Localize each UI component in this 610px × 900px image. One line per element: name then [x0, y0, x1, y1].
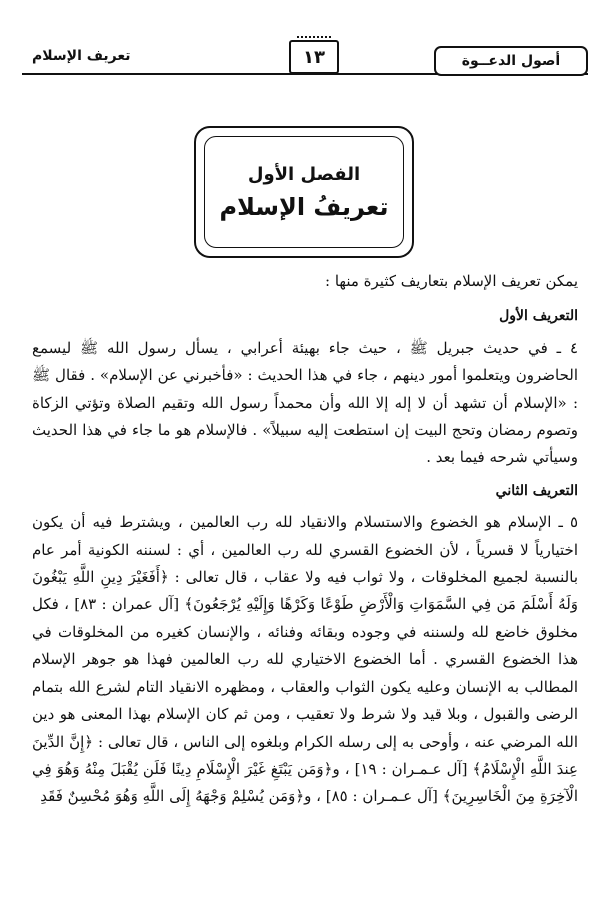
body-text — [32, 268, 578, 811]
chapter-label: الفصل الأول — [247, 163, 361, 185]
section-heading-1: التعريف الأول — [499, 308, 578, 325]
chapter-frame — [194, 126, 414, 258]
running-title: تعريف الإسلام — [32, 48, 131, 64]
intro-line: يمكن تعريف الإسلام بتعاريف كثيرة منها : — [325, 272, 578, 290]
section-heading-2: التعريف الثاني — [495, 482, 578, 499]
book-title: أصول الدعــوة — [434, 46, 588, 76]
section-paragraph-2: ٥ ـ الإسلام هو الخضوع والاستسلام والانقياد لله رب العالمين ، ويشترط فيه أن يكون اختيارياً لا قسرياً ، لأن الخضوع القسري لله رب العالمين ، أي : لسننه الكونية أمر عام بالنسبة لجميع المخلوقات ، ولا ثواب فيه ولا عقاب ، قال تعالى : ﴿أَفَغَيْرَ دِينِ اللَّهِ يَبْغُونَ وَلَهُ أَسْلَمَ مَن فِي السَّمَوَاتِ وَالْأَرْضِ طَوْعًا وَكَرْهًا وَإِلَيْهِ يُرْجَعُونَ﴾ [آل عمران : ٨٣] ، فكل مخلوق خاضع لله ولسننه في وجوده وبقائه وفنائه ، والإنسان كغيره من المخلوقات في هذا الخضوع القسري . أما الخضوع الاختياري لله رب العالمين فهذا هو جوهر الإسلام المطالب به الإنسان وعليه يكون الثواب والعقاب ، ومظهره الانقياد التام لشرع الله بتمام الرضى والقبول ، وبلا قيد ولا شرط ولا تعقيب ، ومن ثم كان الإسلام بهذا المعنى هو دين الله المرضي عنه ، وأوحى به إلى رسله الكرام وبلغوه إلى الناس ، قال تعالى : ﴿إِنَّ الدِّينَ عِندَ اللَّهِ الْإِسْلَامُ﴾ [آل عـمـران : ١٩] ، و﴿وَمَن يَبْتَغِ غَيْرَ الْإِسْلَامِ دِينًا فَلَن يُقْبَلَ مِنْهُ وَهُوَ فِي الْآخِرَةِ مِنَ الْخَاسِرِينَ﴾ [آل عـمـران : ٨٥] ، و﴿وَمَن يُسْلِمْ وَجْهَهُ إِلَى اللَّهِ وَهُوَ مُحْسِنٌ فَقَدِ — [32, 513, 579, 806]
section-paragraph-1: ٤ ـ في حديث جبريل ﷺ ، حيث جاء بهيئة أعرابي ، يسأل رسول الله ﷺ ليسمع الحاضرون ويتعلموا أمور دينهم ، جاء في هذا الحديث : «فأخبرني عن الإسلام» . فقال ﷺ : «الإسلام أن تشهد أن لا إله إلا الله وأن محمداً رسول الله وتقيم الصلاة وتؤتي الزكاة وتصوم رمضان وتحج البيت إن استطعت إليه سبيلاً» . فالإسلام هو ما جاء في هذا الحديث وسيأتي شرحه فيما بعد . — [32, 338, 578, 467]
page-header — [22, 40, 588, 82]
chapter-title: تعريفُ الإسلام — [219, 192, 389, 221]
chapter-frame-inner — [204, 136, 404, 248]
page-number: ١٣ — [289, 40, 339, 74]
